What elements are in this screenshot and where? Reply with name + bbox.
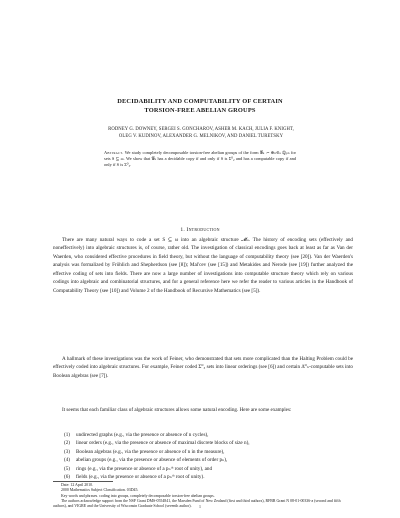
examples-list	[53, 431, 353, 482]
list-item-number: (6)	[64, 474, 70, 481]
title-line-1: DECIDABILITY AND COMPUTABILITY OF CERTAIN	[117, 98, 283, 105]
list-item	[53, 448, 353, 456]
title-line-2: TORSION-FREE ABELIAN GROUPS	[144, 106, 256, 114]
intro-paragraph-2: A hallmark of these investigations was the work of Feiner, who demonstrated that sets more complicated than the Halting Problem could be effectively coded into algebraic structures. For example, Feiner coded Σ⁰₃ sets into linear orderings (see [6]) and certain Δ⁰ₙ-computable sets into Boolean algebras (see [7]).	[53, 356, 353, 379]
list-item-number: (2)	[64, 440, 70, 447]
list-item	[53, 456, 353, 464]
list-item-text: abelian groups (e.g., via the presence or absence of elements of order pₙ),	[76, 457, 228, 464]
author-list	[56, 127, 346, 141]
list-item-number: (5)	[64, 465, 70, 472]
abstract-text: We study completely decomposable torsion-free abelian groups of the form 𝒢ₛ := ⊕ₙ∈ₛ ℚₚₙ for sets S ⊆ ω. We show that 𝒢ₛ has a decidable copy if and only if S is Σ⁰₂ and has a computable copy if and only if S is Σ⁰₃.	[104, 150, 296, 168]
abstract-label: Abstract.	[104, 150, 124, 155]
list-item-number: (4)	[64, 457, 70, 464]
footnote-date: Date: 12 April 2010.	[61, 483, 93, 487]
list-item	[53, 431, 353, 439]
intro-paragraph-1: There are many natural ways to code a set S ⊆ ω into an algebraic structure 𝓜ₛ. The history of encoding sets (effectively and noneffectively) into algebraic structures is, of course, rather old. The investigation of classical encodings goes back at least as far as Van der Waerden, who considered effective procedures in field theory, but without the language of computability theory (see [20]). Van der Waerden's analysis was formalized by Fröhlich and Shepherdson (see [8]); Mal'cev (see [15]) and Metakides and Nerode (see [19]) further analyzed the effective coding of sets into fields. There are now a large number of investigations into computable structure theory which rely on various codings into algebraic and combinatorial structures, and for a general reference here we refer the reader to various articles in the Handbook of Computability Theory (see [10]) and Volume 2 of the Handbook of Recursive Mathematics (see [5]).	[53, 237, 353, 294]
intro-paragraph-3: It seems that each familiar class of algebraic structures allows some natural encoding. Here are some examples:	[62, 407, 292, 413]
list-item-number: (3)	[64, 448, 70, 455]
list-item-text: rings (e.g., via the presence or absence of a pₙᵗʰ root of unity), and	[76, 465, 213, 472]
authors-line-1: RODNEY G. DOWNEY, SERGEI S. GONCHAROV, ASHER M. KACH, JULIA F. KNIGHT,	[108, 127, 294, 132]
list-item-text: undirected graphs (e.g., via the presence or absence of n cycles),	[76, 432, 209, 438]
footnote-keywords: Key words and phrases. coding into groups, completely decomposable torsion-free abelian groups.	[61, 493, 215, 498]
list-item-text: linear orders (e.g., via the presence or absence of maximal discrete blocks of size n),	[76, 440, 250, 447]
footnote-classification: 2000 Mathematics Subject Classification. 03D45.	[61, 488, 139, 493]
footnote-acknowledgements: The authors acknowledge support from the NSF Grant DMS-0554841, the Marsden Fund of New Zealand (first and third authors), RFBR Grant N 08-01-00336-a (second and fifth authors), and VIGRE and the University of Wisconsin Graduate School (seventh author).	[53, 498, 341, 509]
list-item-number: (1)	[64, 432, 70, 438]
authors-line-2: OLEG V. KUDINOV, ALEXANDER G. MELNIKOV, AND DANIEL TURETSKY	[118, 133, 284, 139]
footnote-divider	[53, 481, 113, 482]
page-number: 1	[199, 505, 201, 509]
abstract	[104, 150, 296, 169]
paper-title	[60, 98, 340, 115]
list-item-text: Boolean algebras (e.g., via the presence or absence of n in the measure),	[76, 448, 225, 455]
list-item-text: fields (e.g., via the presence or absence of a pₙᵗʰ root of unity).	[76, 474, 205, 481]
list-item	[53, 439, 353, 447]
section-heading-introduction: 1. Introduction	[180, 227, 220, 233]
list-item	[53, 465, 353, 473]
